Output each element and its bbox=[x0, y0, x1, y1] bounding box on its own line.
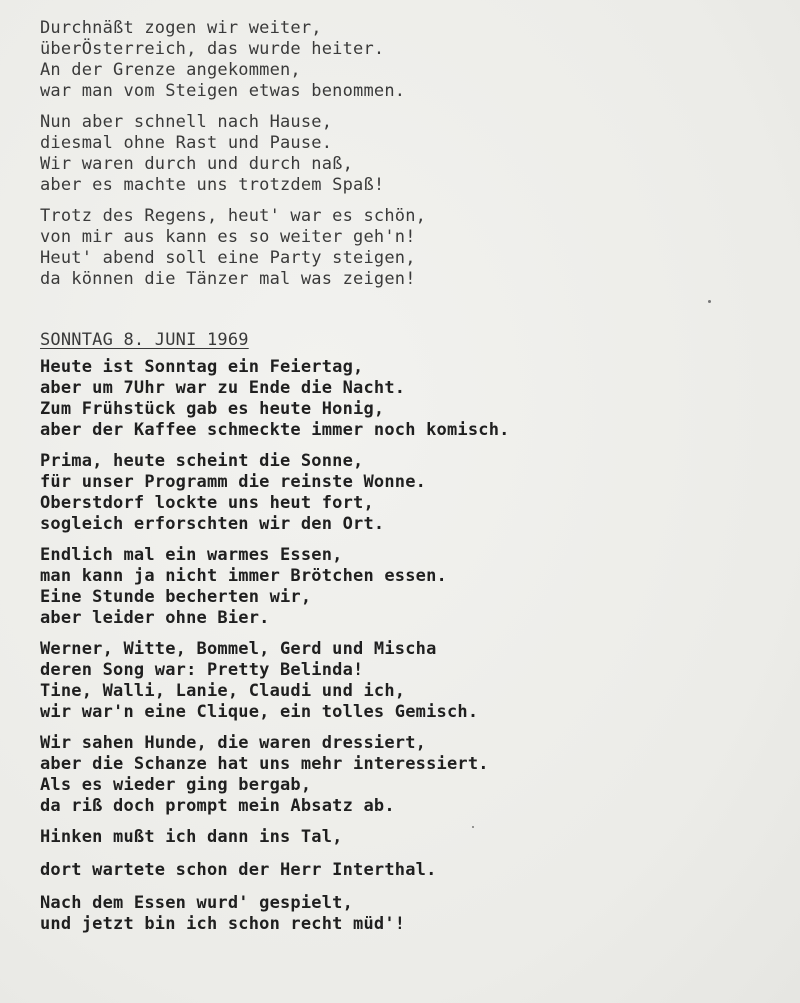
poem-line: sogleich erforschten wir den Ort. bbox=[40, 514, 385, 534]
poem-line: von mir aus kann es so weiter geh'n! bbox=[40, 227, 416, 247]
stanza-final bbox=[40, 893, 785, 935]
poem-line: diesmal ohne Rast und Pause. bbox=[40, 133, 333, 153]
stanza-2 bbox=[40, 112, 785, 196]
poem-line: da riß doch prompt mein Absatz ab. bbox=[40, 796, 395, 816]
stanza-1 bbox=[40, 18, 785, 102]
stanza-5 bbox=[40, 451, 785, 535]
single-line-2 bbox=[40, 860, 785, 881]
poem-text bbox=[40, 18, 785, 945]
paper-speck bbox=[472, 826, 474, 828]
stanza-6 bbox=[40, 545, 785, 629]
poem-line: man kann ja nicht immer Brötchen essen. bbox=[40, 566, 447, 586]
poem-line: deren Song war: Pretty Belinda! bbox=[40, 660, 364, 680]
paper-speck bbox=[708, 300, 711, 303]
poem-line: Trotz des Regens, heut' war es schön, bbox=[40, 206, 427, 226]
poem-line: Wir waren durch und durch naß, bbox=[40, 154, 354, 174]
poem-line: Wir sahen Hunde, die waren dressiert, bbox=[40, 733, 427, 753]
poem-line: Endlich mal ein warmes Essen, bbox=[40, 545, 343, 565]
poem-line: Nach dem Essen wurd' gespielt, bbox=[40, 893, 354, 913]
poem-line: aber der Kaffee schmeckte immer noch komisch. bbox=[40, 420, 510, 440]
poem-line: aber leider ohne Bier. bbox=[40, 608, 270, 628]
poem-line: Heute ist Sonntag ein Feiertag, bbox=[40, 357, 364, 377]
poem-line: Nun aber schnell nach Hause, bbox=[40, 112, 333, 132]
poem-line: Als es wieder ging bergab, bbox=[40, 775, 312, 795]
poem-line: da können die Tänzer mal was zeigen! bbox=[40, 269, 416, 289]
poem-line: aber es machte uns trotzdem Spaß! bbox=[40, 175, 385, 195]
poem-line: war man vom Steigen etwas benommen. bbox=[40, 81, 406, 101]
single-line-1 bbox=[40, 827, 785, 848]
poem-line: Durchnäßt zogen wir weiter, bbox=[40, 18, 322, 38]
poem-line: Heut' abend soll eine Party steigen, bbox=[40, 248, 416, 268]
poem-line: An der Grenze angekommen, bbox=[40, 60, 301, 80]
poem-line: überÖsterreich, das wurde heiter. bbox=[40, 39, 385, 59]
poem-line: Eine Stunde becherten wir, bbox=[40, 587, 312, 607]
stanza-4 bbox=[40, 357, 785, 441]
poem-line: Prima, heute scheint die Sonne, bbox=[40, 451, 364, 471]
poem-line: und jetzt bin ich schon recht müd'! bbox=[40, 914, 406, 934]
stanza-3 bbox=[40, 206, 785, 290]
poem-line: Oberstdorf lockte uns heut fort, bbox=[40, 493, 374, 513]
date-heading: SONNTAG 8. JUNI 1969 bbox=[40, 330, 249, 350]
stanza-7 bbox=[40, 639, 785, 723]
poem-line: für unser Programm die reinste Wonne. bbox=[40, 472, 427, 492]
poem-line: Hinken mußt ich dann ins Tal, bbox=[40, 827, 343, 847]
poem-line: Tine, Walli, Lanie, Claudi und ich, bbox=[40, 681, 406, 701]
poem-line: Zum Frühstück gab es heute Honig, bbox=[40, 399, 385, 419]
poem-line: aber um 7Uhr war zu Ende die Nacht. bbox=[40, 378, 406, 398]
poem-line: wir war'n eine Clique, ein tolles Gemisch. bbox=[40, 702, 479, 722]
poem-line: aber die Schanze hat uns mehr interessiert. bbox=[40, 754, 489, 774]
stanza-8 bbox=[40, 733, 785, 817]
poem-line: dort wartete schon der Herr Interthal. bbox=[40, 860, 437, 880]
poem-line: Werner, Witte, Bommel, Gerd und Mischa bbox=[40, 639, 437, 659]
